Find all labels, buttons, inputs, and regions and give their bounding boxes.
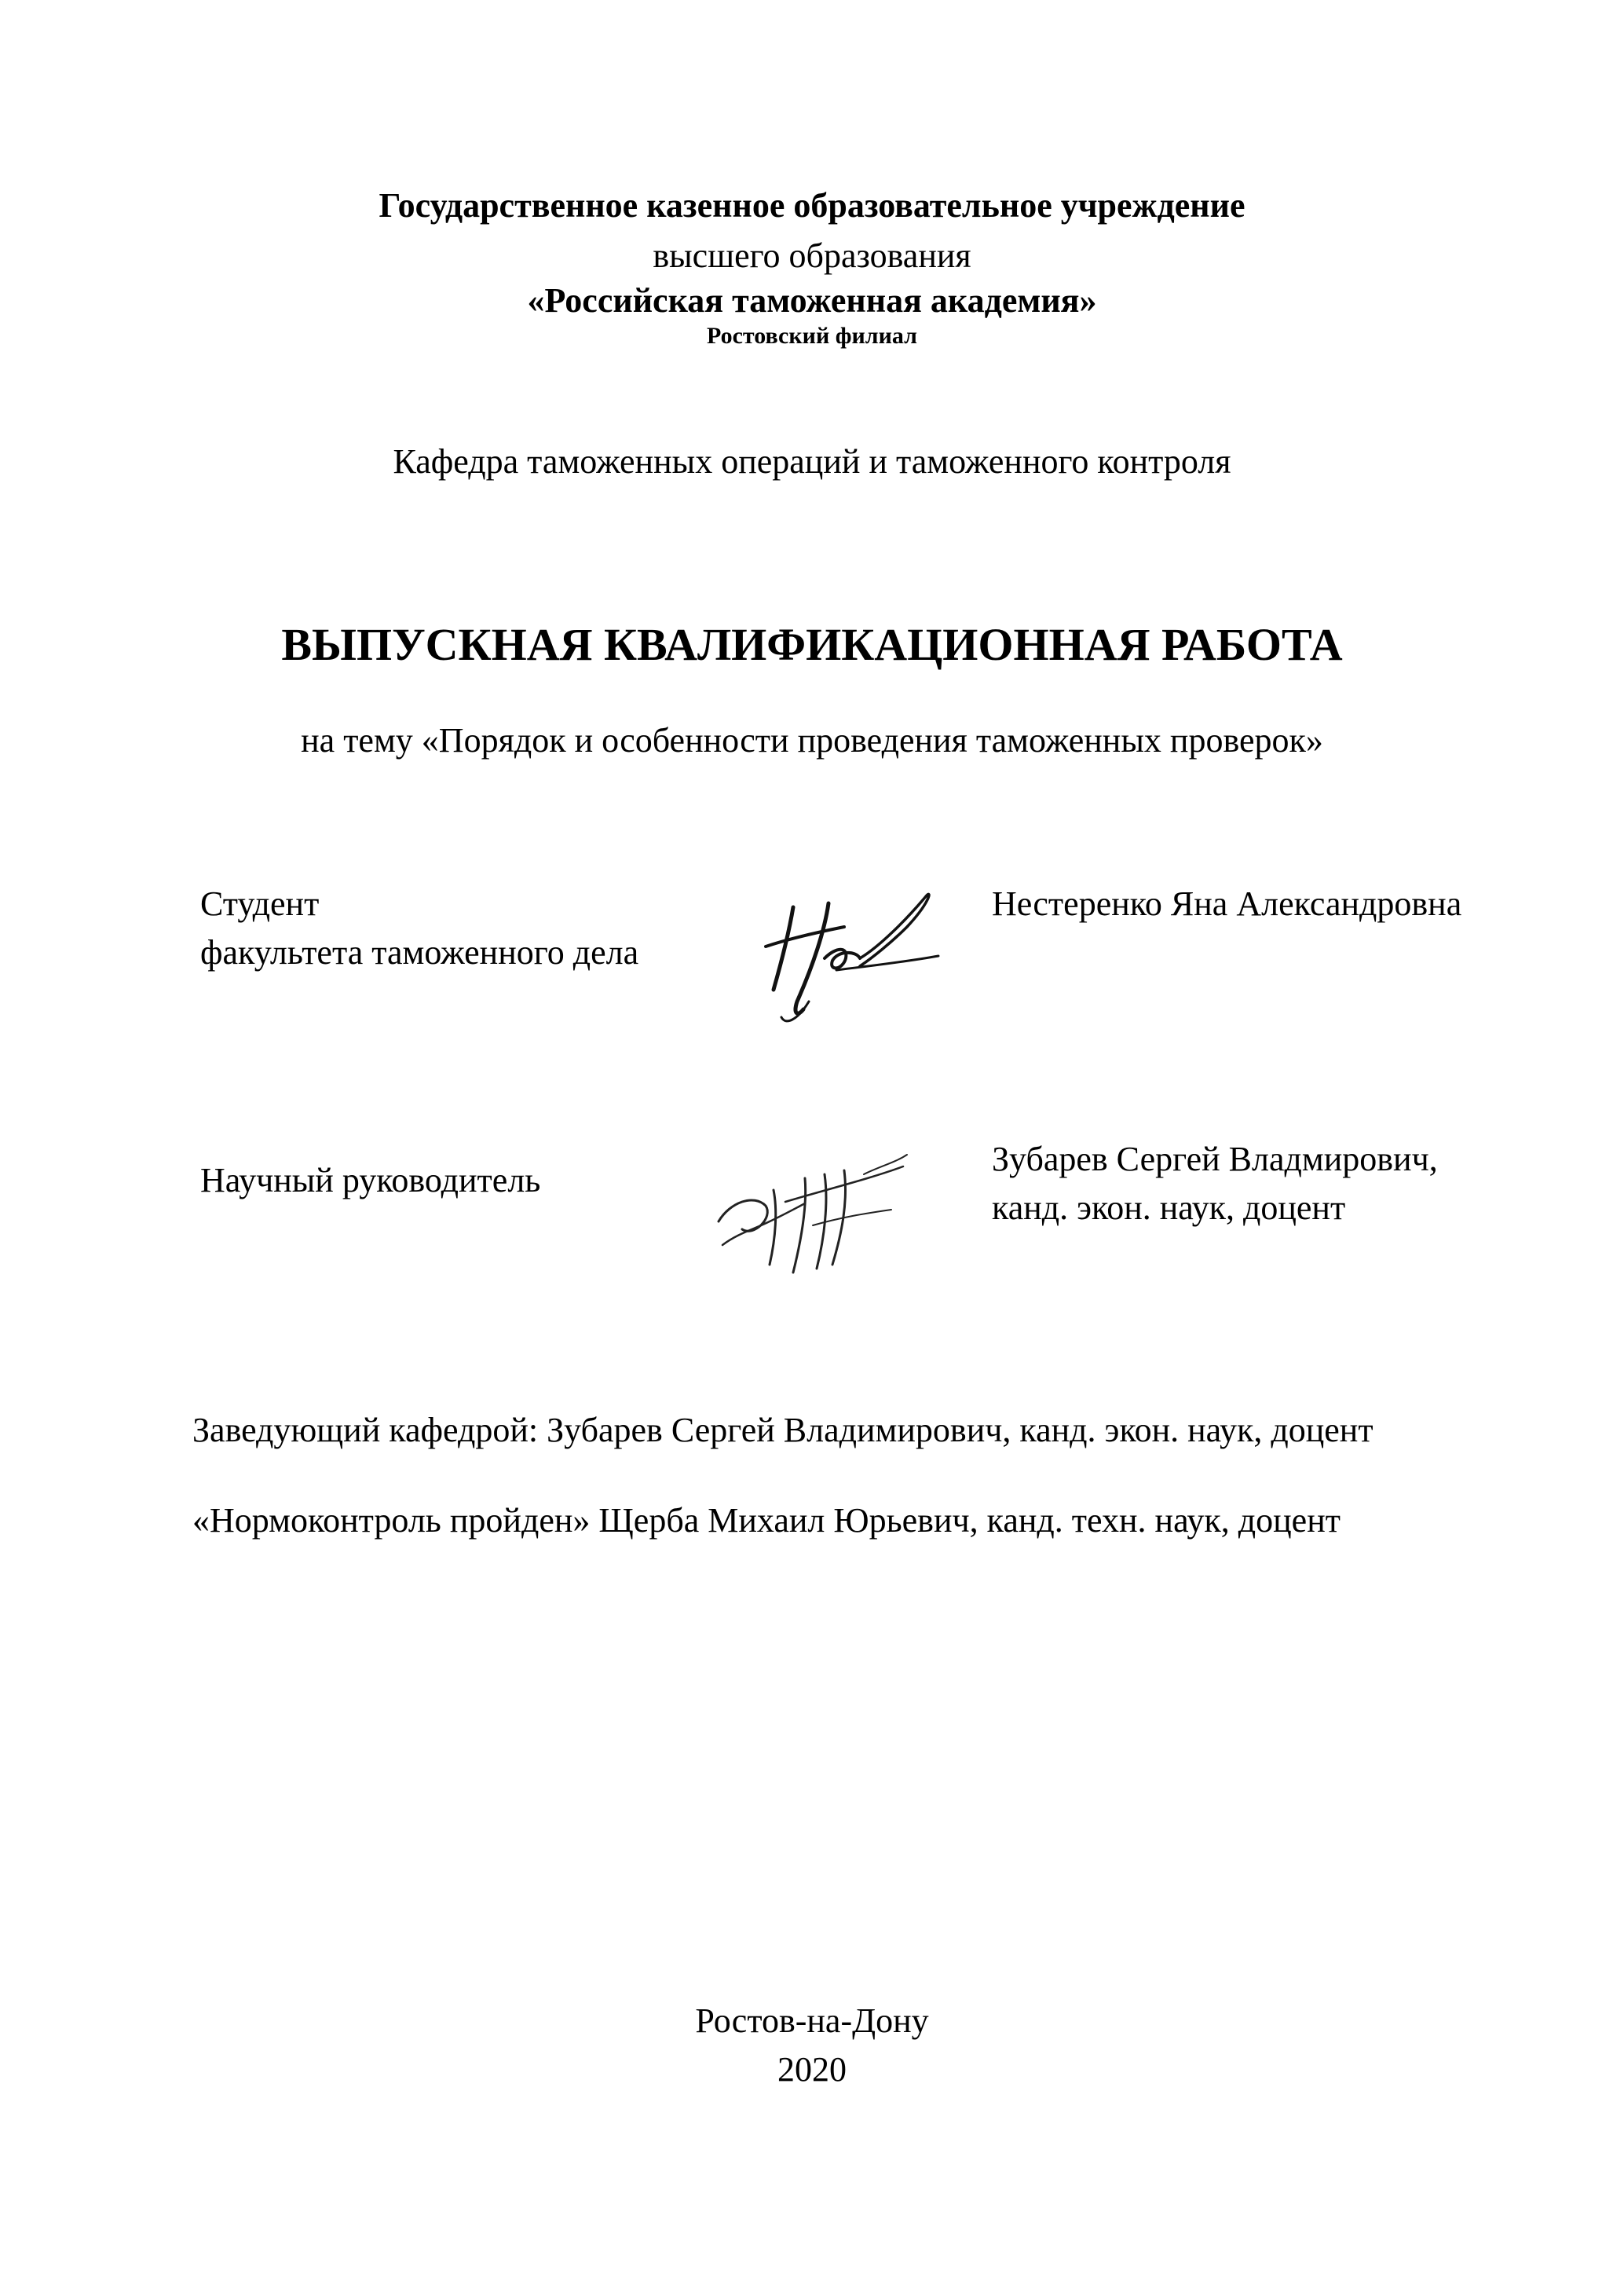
student-role-line2: факультета таможенного дела: [200, 932, 639, 972]
student-name: Нестеренко Яна Александровна: [992, 884, 1462, 923]
city: Ростов-на-Дону: [695, 2001, 929, 2040]
supervisor-role: Научный руководитель: [200, 1161, 541, 1199]
institution-line2: высшего образования: [653, 236, 971, 275]
supervisor-name: Зубарев Сергей Владмирович,: [992, 1140, 1438, 1178]
signature-supervisor-icon: [707, 1147, 927, 1288]
student-role: [200, 880, 638, 976]
year: 2020: [777, 2050, 847, 2089]
student-role-line1: Студент: [200, 884, 320, 923]
norm-control: «Нормоконтроль пройден» Щерба Михаил Юрьевич, канд. техн. наук, доцент: [192, 1501, 1341, 1540]
department-name: Кафедра таможенных операций и таможенного контроля: [393, 442, 1231, 481]
signature-student-icon: [750, 884, 946, 1033]
institution-name: «Российская таможенная академия»: [527, 281, 1097, 320]
supervisor-info: [992, 1135, 1438, 1232]
work-topic: на тему «Порядок и особенности проведения таможенных проверок»: [301, 721, 1323, 760]
institution-line1: Государственное казенное образовательное учреждение: [379, 186, 1245, 225]
work-title: ВЫПУСКНАЯ КВАЛИФИКАЦИОННАЯ РАБОТА: [281, 619, 1343, 670]
head-of-department: Заведующий кафедрой: Зубарев Сергей Владимирович, канд. экон. наук, доцент: [192, 1411, 1373, 1449]
supervisor-degree: канд. экон. наук, доцент: [992, 1188, 1346, 1227]
branch-name: Ростовский филиал: [707, 323, 917, 349]
